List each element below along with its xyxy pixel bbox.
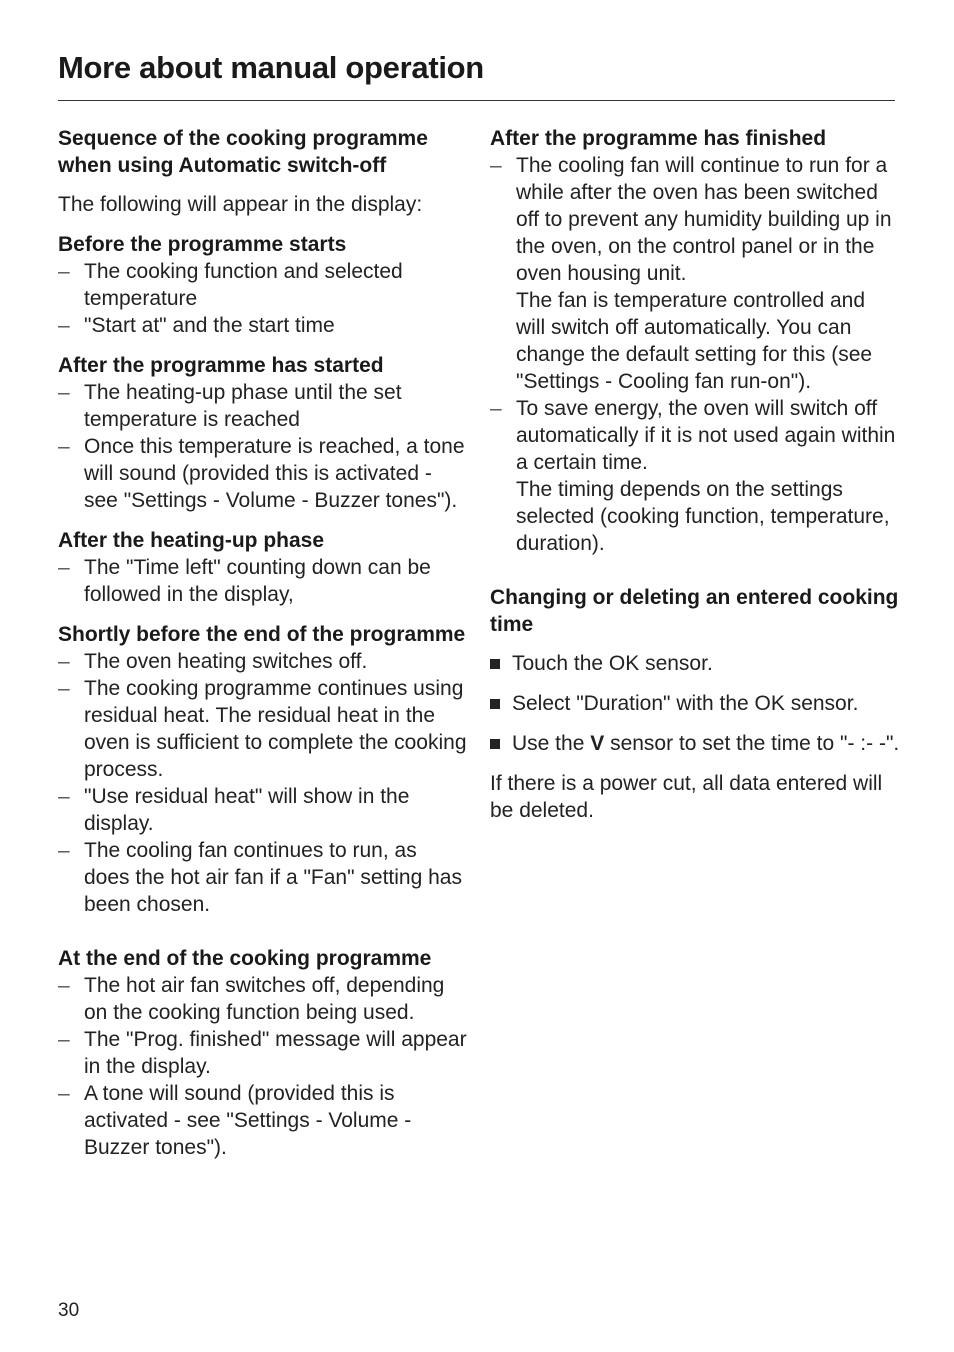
section-heading: After the heating-up phase [58,529,325,552]
list-item [490,152,900,395]
step-text: Select "Duration" with the OK sensor. [512,692,859,715]
section-after-finished [490,125,900,557]
list-item [490,395,900,557]
square-bullet-icon [490,739,500,749]
dash-list [58,379,468,514]
list-item: – The cooking function and selected temperature [58,258,468,312]
section-sequence [58,125,468,218]
dash-list [58,258,468,339]
section-heading: At the end of the cooking programme [58,947,432,970]
list-item: – Once this temperature is reached, a tone will sound (provided this is activated - see "Settings - Volume - Buzzer tones"). [58,433,468,514]
square-bullet-icon [490,699,500,709]
dash-list [58,648,468,918]
page-title: More about manual operation [58,50,484,85]
list-item: – The oven heating switches off. [58,648,468,675]
square-bullet-icon [490,659,500,669]
list-item: – The cooking programme continues using residual heat. The residual heat in the oven is sufficient to complete the cooking process. [58,675,468,783]
section-after-started [58,352,468,514]
section-shortly-before-end [58,621,468,918]
step-text-post: sensor to set the time to "- :- -". [610,732,900,755]
title-divider [58,100,895,101]
chevron-down-icon: V [590,732,605,755]
section-heading: After the programme has started [58,354,384,377]
list-item: – "Start at" and the start time [58,312,468,339]
section-heading: Before the programme starts [58,233,347,256]
section-changing-time [490,584,900,824]
dash-list [58,972,468,1161]
step-text-pre: Use the [512,732,585,755]
step-item [490,730,900,757]
step-item [490,650,900,677]
list-item: – The cooling fan continues to run, as does the hot air fan if a "Fan" setting has been chosen. [58,837,468,918]
list-item: – The heating-up phase until the set temperature is reached [58,379,468,433]
section-heading: Sequence of the cooking programme when using Automatic switch-off [58,127,428,177]
list-item-continuation: The fan is temperature controlled and will switch off automatically. You can change the default setting for this (see "Settings - Cooling fan run-on"). [516,289,873,393]
list-item: – "Use residual heat" will show in the display. [58,783,468,837]
page-number: 30 [58,1300,80,1321]
list-item-text: The cooling fan will continue to run for a while after the oven has been switched off to prevent any humidity building up in the oven, on the control panel or in the oven housing unit. [516,154,892,285]
section-heading: Changing or deleting an entered cooking time [490,586,899,636]
list-item: – The "Time left" counting down can be followed in the display, [58,554,468,608]
section-at-end [58,945,468,1161]
step-item [490,690,900,717]
list-item: – The "Prog. finished" message will appear in the display. [58,1026,468,1080]
dash-list [58,554,468,608]
power-cut-note: If there is a power cut, all data entered will be deleted. [490,772,883,822]
section-after-heating [58,527,468,608]
step-list [490,650,900,757]
right-column [490,125,900,837]
dash-list [490,152,900,557]
section-heading: Shortly before the end of the programme [58,623,466,646]
list-item: – The hot air fan switches off, depending on the cooking function being used. [58,972,468,1026]
list-item-continuation: The timing depends on the settings selected (cooking function, temperature, duration). [516,478,890,555]
step-text: Touch the OK sensor. [512,652,713,675]
list-item-text: To save energy, the oven will switch off automatically if it is not used again within a certain time. [516,397,896,474]
section-heading: After the programme has finished [490,127,827,150]
intro-text: The following will appear in the display: [58,193,423,216]
section-before-start [58,231,468,339]
left-column [58,125,468,1174]
list-item: – A tone will sound (provided this is activated - see "Settings - Volume - Buzzer tones"). [58,1080,468,1161]
